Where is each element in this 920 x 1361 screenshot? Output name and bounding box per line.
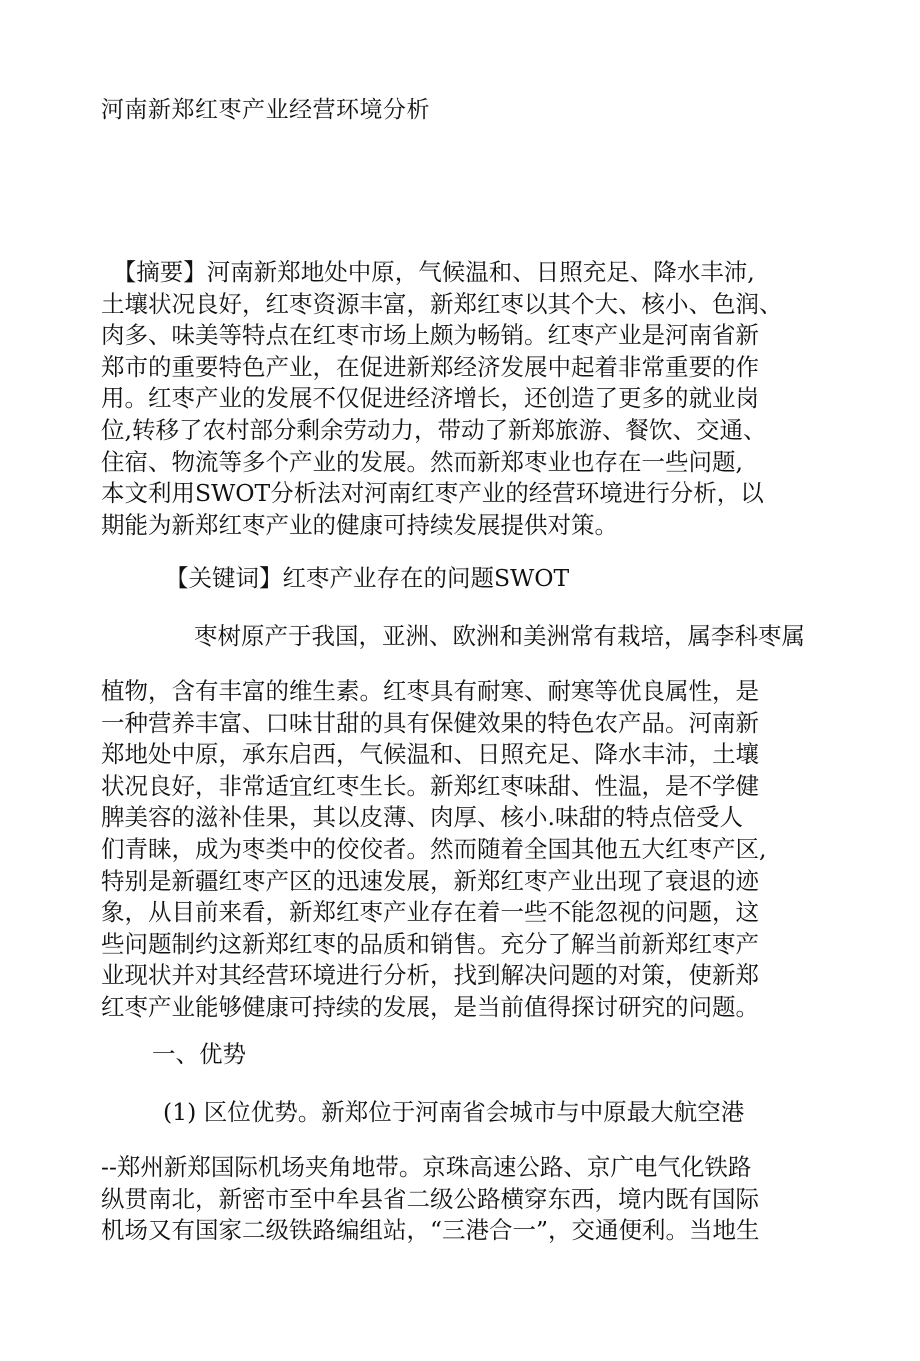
abstract-line: 郑市的重要特色产业，在促进新郑经济发展中起着非常重要的作 [101, 352, 759, 381]
intro-paragraph [101, 676, 766, 1024]
keywords-line: 【关键词】红枣产业存在的问题SWOT [165, 564, 570, 592]
intro-line: 红枣产业能够健康可持续的发展，是当前值得探讨研究的问题。 [101, 992, 759, 1021]
intro-line: 特别是新疆红枣产区的迅速发展，新郑红枣产业出现了衰退的迹 [101, 866, 759, 895]
intro-line: 业现状并对其经营环境进行分析，找到解决问题的对策，使新郑 [101, 961, 759, 990]
abstract-paragraph [101, 257, 783, 541]
subsection-line: 机场又有国家二级铁路编组站，“三港合一”，交通便利。当地生 [101, 1216, 760, 1245]
intro-first-line [194, 621, 805, 653]
abstract-line: 用。红枣产业的发展不仅促进经济增长，还创造了更多的就业岗 [101, 384, 759, 413]
abstract-line: 期能为新郑红枣产业的健康可持续发展提供对策。 [101, 510, 618, 539]
abstract-line: 位,转移了农村部分剩余劳动力，带动了新郑旅游、餐饮、交通、 [101, 415, 767, 444]
subsection-paragraph [101, 1152, 760, 1247]
intro-line: 脾美容的滋补佳果，其以皮薄、肉厚、核小.味甜的特点倍受人 [101, 803, 743, 832]
intro-line: 象，从目前来看，新郑红枣产业存在着一些不能忽视的问题，这 [101, 898, 759, 927]
keywords-paragraph [165, 563, 569, 595]
intro-line: 一种营养丰富、口味甘甜的具有保健效果的特色农产品。河南新 [101, 708, 759, 737]
intro-line: 状况良好，非常适宜红枣生长。新郑红枣味甜、性温，是不学健 [101, 771, 759, 800]
abstract-line: 土壤状况良好，红枣资源丰富，新郑红枣以其个大、核小、色润、 [101, 289, 783, 318]
subsection-line: 纵贯南北，新密市至中牟县省二级公路横穿东西，境内既有国际 [101, 1184, 759, 1213]
intro-line: 枣树原产于我国，亚洲、欧洲和美洲常有栽培，属李科枣属 [194, 622, 805, 650]
intro-line: 郑地处中原，承东启西，气候温和、日照充足、降水丰沛，土壤 [101, 740, 759, 769]
abstract-line: 【摘要】河南新郑地处中原，气候温和、日照充足、降水丰沛, [101, 258, 755, 286]
abstract-line: 肉多、味美等特点在红枣市场上颇为畅销。红枣产业是河南省新 [101, 321, 759, 350]
subsection-line: (1) 区位优势。新郑位于河南省会城市与中原最大航空港 [163, 1098, 745, 1126]
section-heading [152, 1039, 246, 1071]
subsection-first-line [163, 1097, 744, 1129]
intro-line: 植物，含有丰富的维生素。红枣具有耐寒、耐寒等优良属性，是 [101, 677, 759, 705]
intro-line: 些问题制约这新郑红枣的品质和销售。充分了解当前新郑红枣产 [101, 929, 759, 958]
document-title: 河南新郑红枣产业经营环境分析 [101, 97, 430, 123]
abstract-line: 住宿、物流等多个产业的发展。然而新郑枣业也存在一些问题, [101, 447, 743, 476]
subsection-line: --郑州新郑国际机场夹角地带。京珠高速公路、京广电气化铁路 [101, 1153, 752, 1181]
abstract-line: 本文利用SWOT分析法对河南红枣产业的经营环境进行分析，以 [101, 479, 764, 508]
intro-line: 们青睐，成为枣类中的佼佼者。然而随着全国其他五大红枣产区, [101, 834, 767, 863]
section-heading-text: 一、优势 [152, 1040, 246, 1068]
